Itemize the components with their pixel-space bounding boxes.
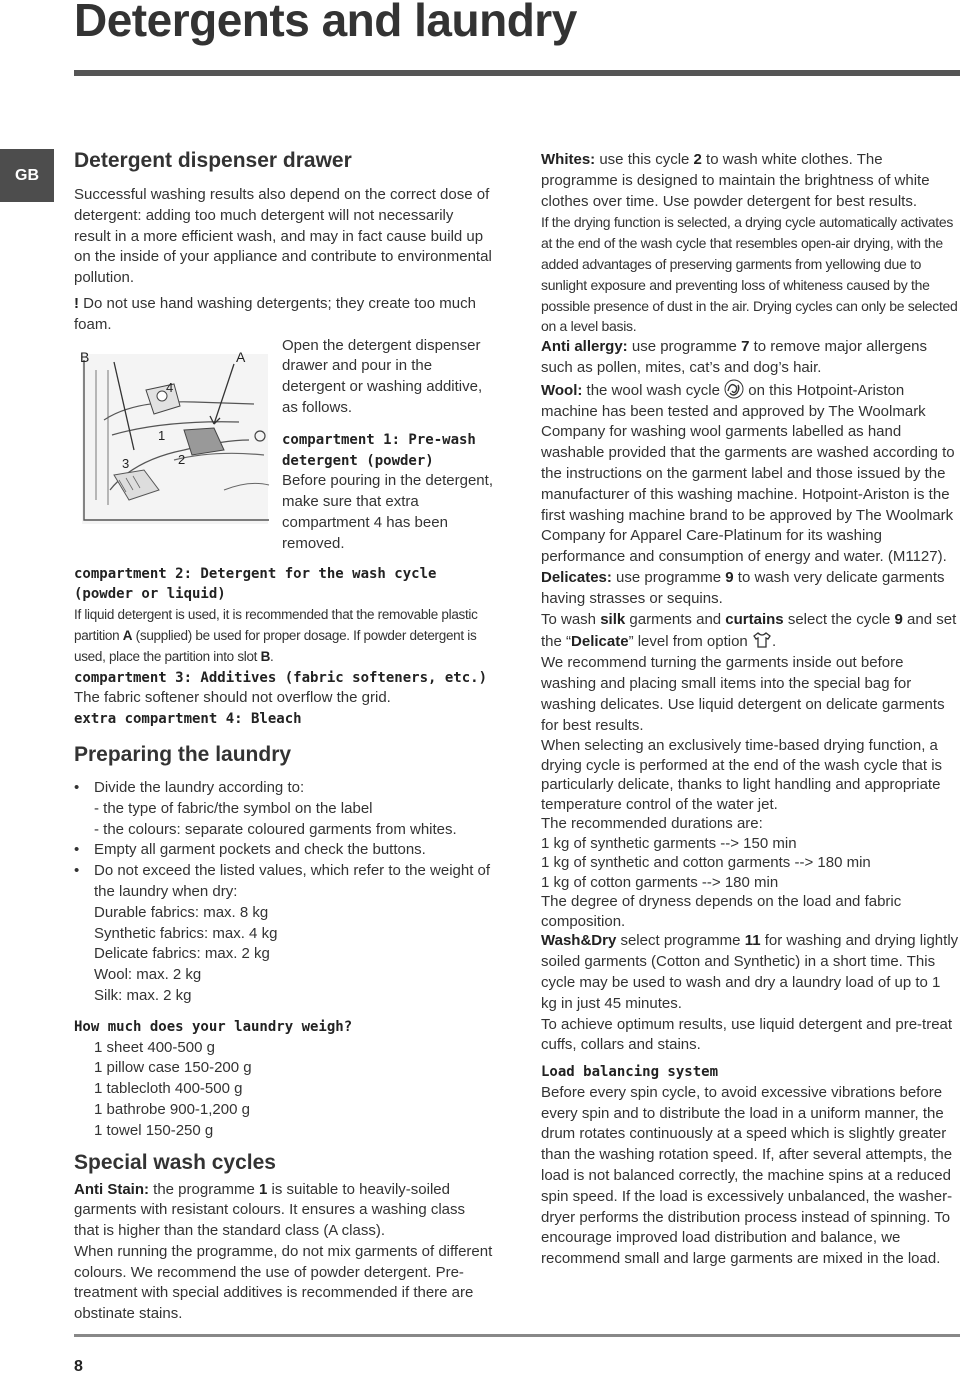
delicates-label: Delicates:: [541, 568, 612, 586]
text-part: use programme: [627, 338, 742, 356]
programme-number: 1: [259, 1180, 268, 1198]
open-instructions: Open the detergent dispenser drawer and pour in the detergent or washing additive, as follows.: [282, 336, 483, 416]
garment-option-icon: [752, 630, 772, 650]
left-column: [74, 148, 494, 1325]
right-column: [541, 150, 960, 1270]
figure-label-3: 3: [122, 455, 130, 471]
whites-text: [541, 150, 960, 212]
text-part: to remove major allergens such as pollen, mites, cat’s and dog’s hair.: [541, 338, 927, 376]
text-part: for washing and drying lightly soiled garments (Cotton and Synthetic) in a short time. This cycle may be used to wash and dry a laundry load of up to 1 kg in just 45 minutes.: [541, 932, 959, 1012]
text-part: garments and: [625, 610, 726, 628]
page-title: Detergents and laundry: [74, 0, 577, 46]
weigh-item: 1 towel 150-250 g: [94, 1121, 214, 1139]
optimum-text: To achieve optimum results, use liquid detergent and pre-treat cuffs, collars and stains.: [541, 1015, 953, 1054]
text-part: use this cycle: [595, 151, 694, 168]
anti-allergy-label: Anti allergy:: [541, 338, 628, 356]
programme-number: 2: [693, 151, 702, 168]
weigh-item: 1 sheet 400-500 g: [94, 1038, 215, 1056]
list-item: [74, 861, 494, 1007]
text-part: on this Hotpoint-Ariston machine has been tested and approved by The Woolmark Company for washing wool garments labelled as hand washable provided that the garments are washed according to the instructions on the garment label and those issued by the manufacturer of this washing machine. Hotpoint-Ariston is the first washing machine brand to be approved by The Woolmark Company for Apparel Care-Platinum for its washing performance and consumption of energy and water. (M1127).: [541, 381, 955, 566]
recommend-text: We recommend turning the garments inside out before washing and placing small items into the special bag for washing delicates. Use liquid detergent on delicate garments for best results.: [541, 654, 945, 734]
load-balancing-text: Before every spin cycle, to avoid excessive vibrations before every spin and to distribute the load in a uniform manner, the drum rotates continuously at a speed which is slightly greater than the washing rotation speed. If, after several attempts, the load is not balanced correctly, the machine spins at a reduced spin speed. If the load is excessively unbalanced, the washer-dryer performs the distribution process instead of spinning. To encourage improved load distribution and balance, we recommend small and large garments are mixed in the load.: [541, 1083, 953, 1268]
text-part: use programme: [611, 568, 726, 586]
limit-item: Delicate fabrics: max. 2 kg: [94, 945, 270, 963]
text-part: select programme: [616, 932, 745, 950]
compartment-3-title: compartment 3: Additives (fabric softeners, etc.): [74, 669, 488, 686]
text-part: To wash: [541, 610, 601, 628]
limit-item: Synthetic fabrics: max. 4 kg: [94, 924, 278, 942]
anti-stain-text: [74, 1180, 494, 1242]
duration-item: 1 kg of synthetic and cotton garments --> 180 min: [541, 854, 871, 872]
warning-text: Do not use hand washing detergents; they create too much foam.: [74, 294, 476, 333]
durations-list: [541, 834, 960, 893]
programme-number: 11: [744, 932, 761, 950]
duration-item: 1 kg of cotton garments --> 180 min: [541, 873, 779, 891]
warning-mark: !: [74, 294, 79, 312]
sub-item: - the type of fabric/the symbol on the label: [94, 799, 373, 817]
limit-item: Silk: max. 2 kg: [94, 986, 192, 1004]
preparing-list: [74, 778, 494, 1007]
compartment-3-text: The fabric softener should not overflow the grid.: [74, 689, 391, 707]
figure-label-a: A: [236, 348, 246, 365]
weigh-item: 1 pillow case 150-200 g: [94, 1059, 252, 1077]
c2-text-part: If liquid detergent is used, it is recommended that the removable plastic partition: [74, 607, 478, 643]
section-heading-dispenser: Detergent dispenser drawer: [74, 149, 352, 172]
duration-item: 1 kg of synthetic garments --> 150 min: [541, 834, 797, 852]
text-part: is suitable to heavily-soiled garments with resistant colours. It ensures a washing class that is higher than the standard class (A class).: [74, 1180, 466, 1240]
delicate-word: Delicate: [571, 633, 629, 651]
dispenser-intro: Successful washing results also depend on the correct dose of detergent: adding too much detergent will not necessarily result in a more efficient wash, and may in fact cause build up on the inside of your appliance and contribute to environmental pollution.: [74, 186, 492, 287]
text-part: to wash very delicate garments having strasses or sequins.: [541, 568, 945, 607]
slot-b-label: B: [260, 648, 271, 664]
dispenser-drawer-illustration: [74, 340, 274, 540]
load-balancing-heading: Load balancing system: [541, 1064, 719, 1081]
sub-item: - the colours: separate coloured garments from whites.: [94, 820, 457, 838]
weigh-item: 1 bathrobe 900-1,200 g: [94, 1100, 250, 1118]
text-part: to wash white clothes. The programme is designed to maintain the brightness of white clothes over time. Use powder detergent for best results.: [541, 151, 930, 210]
anti-stain-label: Anti Stain:: [74, 1180, 149, 1198]
compartment-2-title: compartment 2: Detergent for the wash cycle (powder or liquid): [74, 565, 437, 603]
weigh-heading: How much does your laundry weigh?: [74, 1018, 353, 1035]
section-heading-special: Special wash cycles: [74, 1150, 276, 1174]
dispenser-figure-row: [74, 336, 494, 570]
weigh-list: [74, 1038, 494, 1142]
weigh-item: 1 tablecloth 400-500 g: [94, 1080, 243, 1098]
text-part: the programme: [149, 1180, 260, 1198]
programme-number: 7: [741, 338, 750, 356]
durations-intro: The recommended durations are:: [541, 815, 763, 833]
text-part: the wool wash cycle: [582, 381, 725, 399]
wool-label: Wool:: [541, 381, 583, 399]
compartment-1-text: Before pouring in the detergent, make sure that extra compartment 4 has been removed.: [282, 472, 493, 552]
figure-caption: [282, 336, 494, 555]
figure-label-2: 2: [178, 451, 186, 467]
text-part: .: [771, 633, 777, 651]
header-rule: [74, 70, 960, 76]
timed-drying-text: When selecting an exclusively time-based drying function, a drying cycle is performed at the end of the wash cycle that is particularly delicate, thanks to light handling and appropriate temperature control of the water jet.: [541, 737, 943, 813]
list-item: • Empty all garment pockets and check the buttons.: [74, 840, 494, 861]
figure-label-1: 1: [158, 427, 166, 443]
wash-dry-text: [541, 931, 960, 1014]
list-item: [74, 778, 494, 840]
footer-rule: [74, 1334, 960, 1337]
bullet-text: Divide the laundry according to:: [94, 778, 305, 796]
compartment-4-title: extra compartment 4: Bleach: [74, 711, 302, 728]
compartment-1-title: compartment 1: Pre-wash detergent (powder): [282, 431, 476, 469]
limit-item: Durable fabrics: max. 8 kg: [94, 903, 269, 921]
bullet-text: Do not exceed the listed values, which refer to the weight of the laundry when dry:: [94, 862, 491, 900]
whites-label: Whites:: [541, 151, 596, 168]
anti-allergy-text: [541, 337, 960, 379]
compartment-2-text: [74, 605, 494, 667]
figure-label-4: 4: [166, 379, 174, 395]
delicates-text: [541, 568, 960, 610]
section-heading-preparing: Preparing the laundry: [74, 742, 292, 766]
curtains-word: curtains: [725, 610, 784, 628]
silk-word: silk: [600, 610, 626, 628]
c2-text-part: (supplied) be used for proper dosage. If powder detergent is used, place the partition into slot: [74, 627, 477, 664]
programme-number: 9: [894, 610, 903, 628]
limit-item: Wool: max. 2 kg: [94, 966, 202, 984]
wool-text: [541, 379, 960, 568]
text-part: and set the “: [541, 610, 957, 651]
woolmark-icon: [724, 379, 744, 399]
anti-stain-note: When running the programme, do not mix garments of different colours. We recommend the use of powder detergent. Pre-treatment with special additives is recommended if there are obstinate stains.: [74, 1242, 493, 1323]
page-number: 8: [74, 1358, 83, 1375]
dryness-text: The degree of dryness depends on the load and fabric composition.: [541, 893, 902, 930]
figure-label-b: B: [80, 348, 90, 365]
text-part: ” level from option: [628, 633, 752, 651]
text-part: select the cycle: [783, 610, 895, 628]
programme-number: 9: [725, 568, 734, 586]
c2-text-part: .: [270, 648, 274, 664]
wash-dry-label: Wash&Dry: [541, 932, 617, 950]
language-tab: GB: [0, 149, 54, 202]
silk-text: [541, 610, 960, 654]
partition-a-label: A: [122, 627, 133, 643]
whites-drying-text: If the drying function is selected, a drying cycle automatically activates at the end of the wash cycle that resembles open-air drying, with the added advantages of preserving garments from yellowing due to sunlight exposure and preventing loss of whiteness caused by the possible presence of dust in the air. Drying cycles can only be selected on a level basis.: [541, 214, 958, 335]
dispenser-warning: [74, 294, 494, 336]
